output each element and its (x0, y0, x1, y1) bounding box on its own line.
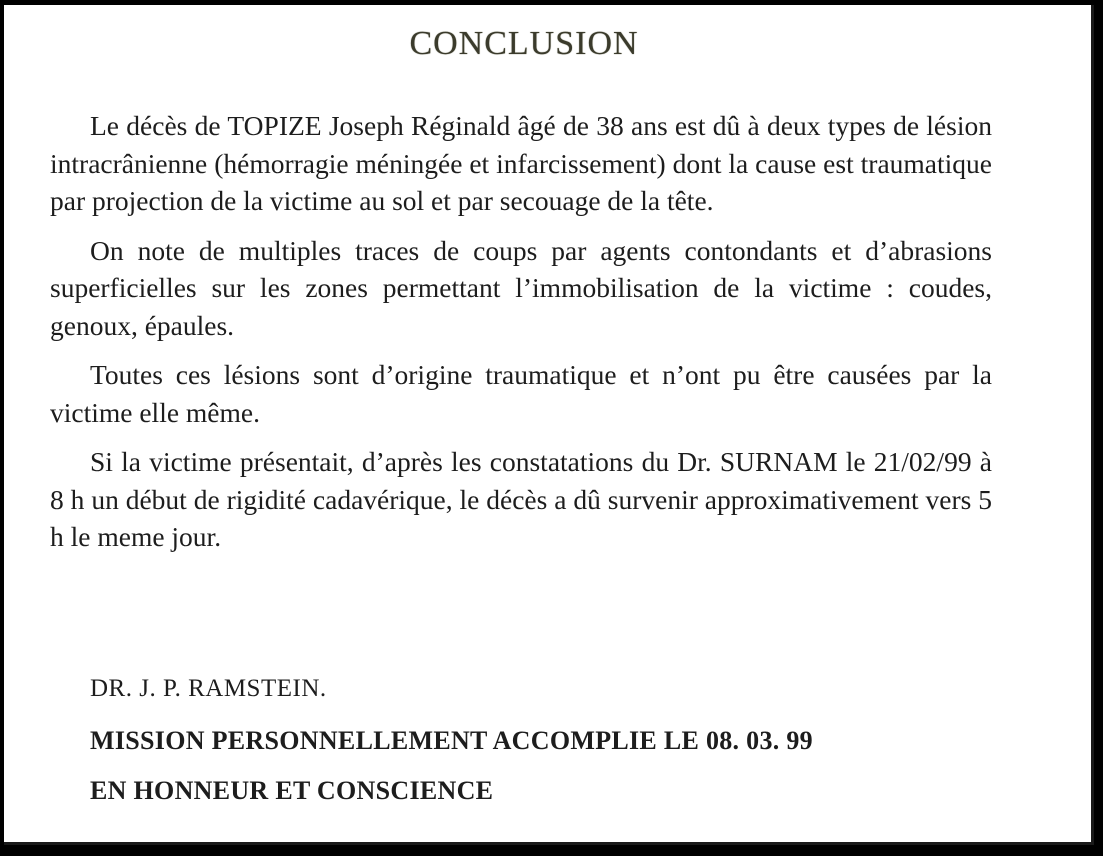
paragraph-time-of-death: Si la victime présentait, d’après les constatations du Dr. SURNAM le 21/02/99 à 8 h un début de rigidité cadavérique, le décès a dû survenir approximativement vers 5 h le meme jour. (50, 446, 992, 552)
document-title: CONCLUSION (409, 25, 639, 62)
signature-name: DR. J. P. RAMSTEIN. (90, 675, 327, 702)
document-page (4, 5, 1094, 845)
signature-oath: EN HONNEUR ET CONSCIENCE (90, 776, 494, 805)
paragraph-cause-of-death: Le décès de TOPIZE Joseph Réginald âgé de 38 ans est dû à deux types de lésion intracrânienne (hémorragie méningée et infarcissement) dont la cause est traumatique par projection de la victime au sol et par secouage de la tête. (50, 110, 992, 216)
paragraph-injuries: On note de multiples traces de coups par agents contondants et d’abrasions superficielles sur les zones permettant l’immobilisation de la victime : coudes, genoux, épaules. (50, 234, 992, 341)
paragraph-origin: Toutes ces lésions sont d’origine traumatique et n’ont pu être causées par la victime elle même. (50, 359, 992, 428)
conclusion-body (50, 107, 992, 568)
signature-mission: MISSION PERSONNELLEMENT ACCOMPLIE LE 08. 03. 99 (90, 726, 813, 755)
